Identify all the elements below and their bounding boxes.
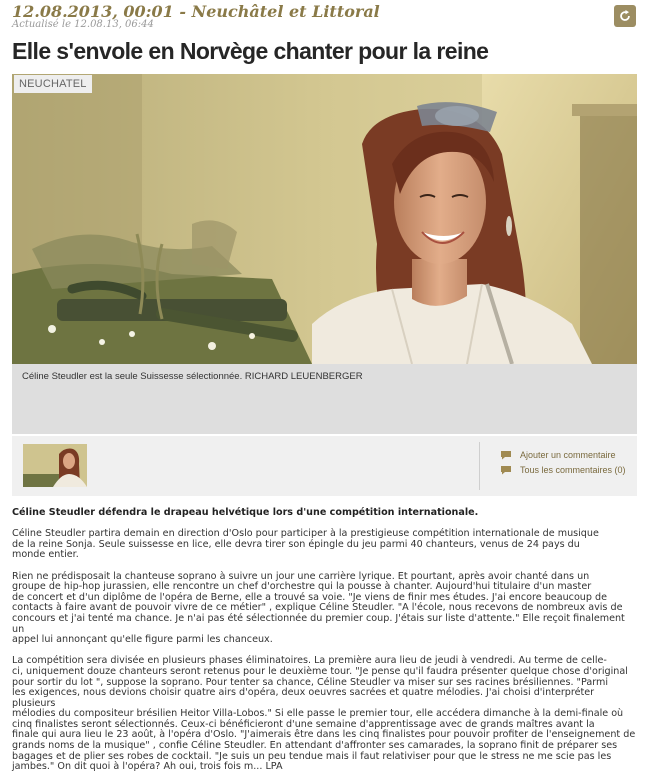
article-line: jambes." On dit quoi à l'opéra? Ah oui, trois fois m... LPA (12, 761, 283, 773)
add-comment-link[interactable] (500, 450, 616, 460)
article-line: pour sortir du lot ", suppose la soprano. Pour tenter sa chance, Céline Steudler va miser sur ses racines brésiliennes. "Parmi (12, 676, 608, 688)
article-photo[interactable] (12, 74, 637, 364)
all-comments-link[interactable] (500, 465, 626, 475)
singer-portrait-image (12, 74, 637, 364)
article-dateline: 12.08.2013, 00:01 - Neuchâtel et Littoral (12, 2, 380, 21)
speech-bubble-icon (500, 465, 512, 475)
article-line: concours et j'ai tenté ma chance. Je n'ai pas été sélectionnée du premier coup. J'étais sur liste d'attente." Elle reçoit finalement un (12, 612, 625, 635)
article-line: de concert et d'un diplôme de l'opéra de Berne, elle a trouvé sa voie. "Je viens de finir mes études. J'ai encore beaucoup de (12, 591, 608, 603)
article-lead: Céline Steudler défendra le drapeau helvétique lors d'une compétition internationale. (12, 507, 479, 518)
article-line: finale qui aura lieu le 23 août, à l'opéra d'Oslo. "J'aimerais être dans les cinq finalistes pour pouvoir profiter de l'enseignement de (12, 729, 636, 741)
article-toolbar (12, 436, 637, 496)
article-line: contacts à faire avant de pouvoir vivre de ce métier" , explique Céline Steudler. "A l'école, nous recevons de nombreux avis de (12, 602, 623, 614)
speech-bubble-icon (500, 450, 512, 460)
all-comments-label: Tous les commentaires (0) (520, 465, 626, 475)
section-tag[interactable]: NEUCHATEL (14, 75, 92, 93)
toolbar-divider (479, 442, 480, 490)
article-line: les exigences, nous devions choisir quatre airs d'opéra, deux oeuvres sacrées et quatre mélodies. J'ai choisi d'interpréter plusieurs (12, 687, 595, 709)
photo-thumbnail[interactable] (23, 444, 87, 487)
article-line: cinq finalistes seront sélectionnés. Ceux-ci bénéficieront d'une semaine d'apprentissage avec de grands maîtres avant la (12, 718, 595, 730)
refresh-button[interactable] (614, 5, 636, 27)
article-line: monde entier. (12, 549, 79, 561)
article-line: appel lui annonçant qu'elle figure parmi les chanceux. (12, 634, 273, 646)
add-comment-label: Ajouter un commentaire (520, 450, 616, 460)
article-line: groupe de hip-hop jurassien, elle rencontre un chef d'orchestre qui la pousse à chanter. Aujourd'hui titulaire d'un master (12, 581, 592, 593)
article-line: Céline Steudler partira demain en direction d'Oslo pour participer à la prestigieuse compétition internationale de musique (12, 528, 599, 540)
article-paragraph (12, 656, 637, 773)
article-line: La compétition sera divisée en plusieurs phases éliminatoires. La première aura lieu de jeudi à vendredi. Au terme de celle- (12, 655, 607, 667)
caption-box (12, 364, 637, 434)
article-paragraph (12, 572, 637, 646)
article-line: grands noms de la musique" , confie Céline Steudler. En attendant d'affronter ses camarades, la soprano finit de préparer ses (12, 740, 618, 752)
article-line: de la reine Sonja. Seule suissesse en lice, elle devra tirer son épingle du jeu parmi 40 chanteurs, venus de 24 pays du (12, 538, 580, 550)
article-headline: Elle s'envole en Norvège chanter pour la reine (12, 38, 489, 64)
article-line: ci, uniquement douze chanteurs seront retenus pour le deuxième tour. "Je pense qu'il faudra présenter quelque chose d'original (12, 665, 628, 677)
article-line: bagages et de plier ses robes de cocktail. "Je suis un peu tendue mais il faut relativiser pour que le stress ne me scie pas les (12, 750, 612, 762)
updated-timestamp: Actualisé le 12.08.13, 06:44 (12, 19, 154, 30)
refresh-icon (618, 9, 632, 23)
singer-thumbnail-image (23, 444, 87, 487)
article-paragraph (12, 529, 637, 561)
article-line: Rien ne prédisposait la chanteuse soprano à suivre un jour une carrière lyrique. Et pourtant, après avoir chanté dans un (12, 570, 590, 582)
article-line: mélodies du compositeur brésilien Heitor Villa-Lobos." Si elle passe le premier tour, elle accédera dimanche à la demi-finale où (12, 708, 624, 720)
photo-caption: Céline Steudler est la seule Suissesse sélectionnée. RICHARD LEUENBERGER (22, 371, 363, 382)
article-body (12, 508, 637, 783)
